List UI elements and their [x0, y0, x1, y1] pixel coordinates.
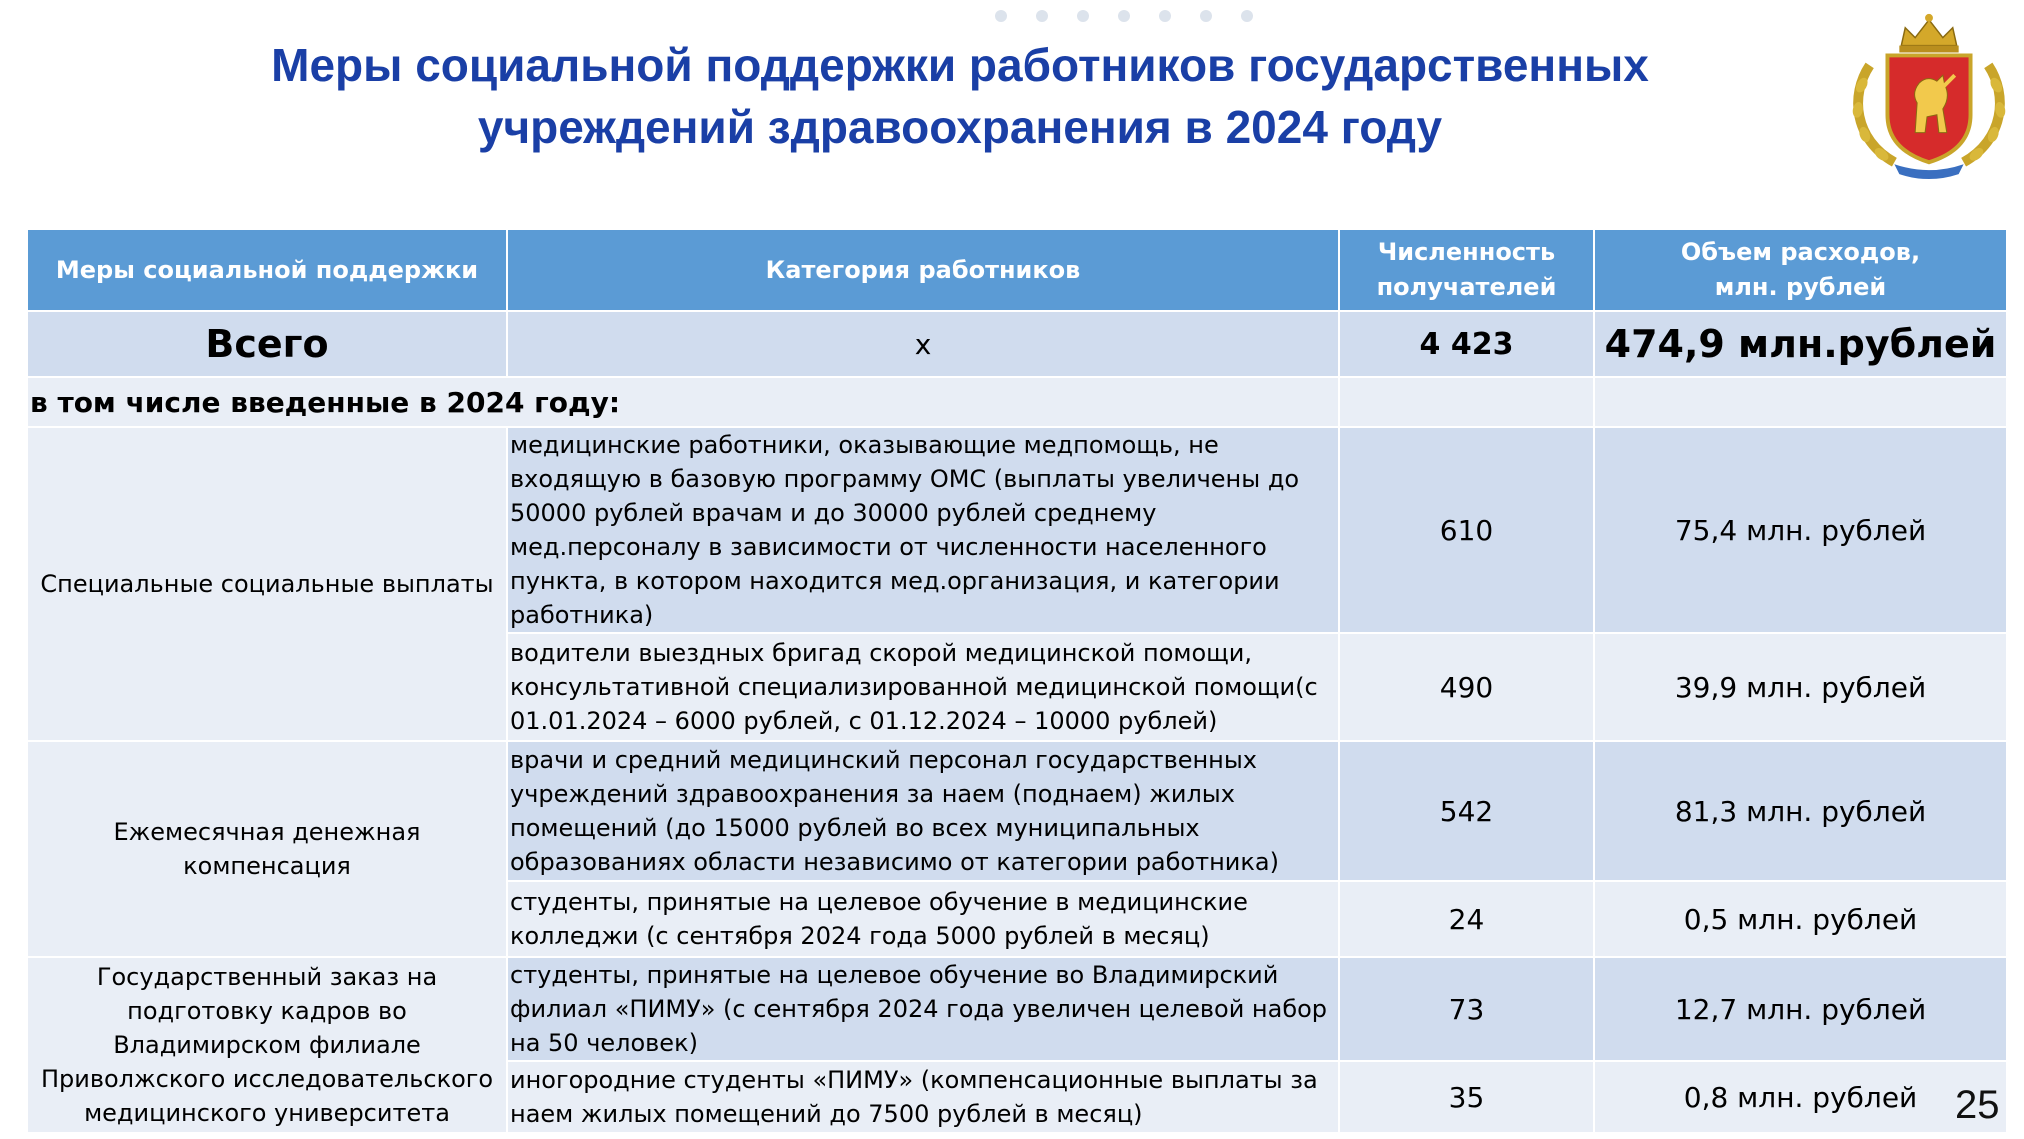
header-expense — [1594, 229, 2007, 311]
section-empty-cell — [1339, 377, 1594, 427]
table-row — [27, 741, 2007, 881]
dot — [1118, 10, 1130, 22]
category-cell: медицинские работники, оказывающие медпомощь, не входящую в базовую программу ОМС (выплаты увеличены до 50000 рублей врачам и до 30000 рублей среднему мед.персоналу в зависимости от численности населенного пункта, в котором находится мед.организация, и категории работника) — [507, 427, 1339, 633]
total-category: х — [507, 311, 1339, 377]
measure-state-order: Государственный заказ на подготовку кадров во Владимирском филиале Приволжского исследовательского медицинского университета — [27, 957, 507, 1133]
dot — [1200, 10, 1212, 22]
page-number: 25 — [1955, 1083, 2000, 1127]
recipients-cell: 542 — [1339, 741, 1594, 881]
header-recipients-line-1: Численность — [1377, 238, 1556, 266]
category-cell: врачи и средний медицинский персонал государственных учреждений здравоохранения за наем (поднаем) жилых помещений (до 15000 рублей во всех муниципальных образованиях области независимо от категории работника) — [507, 741, 1339, 881]
category-cell: студенты, принятые на целевое обучение во Владимирский филиал «ПИМУ» (с сентября 2024 года увеличен целевой набор на 50 человек) — [507, 957, 1339, 1061]
page-title — [150, 34, 1770, 158]
recipients-cell: 610 — [1339, 427, 1594, 633]
section-label: в том числе введенные в 2024 году: — [27, 377, 1339, 427]
table-row — [27, 427, 2007, 633]
header-expense-line-2: млн. рублей — [1714, 273, 1887, 301]
dot — [1159, 10, 1171, 22]
expense-cell: 75,4 млн. рублей — [1594, 427, 2007, 633]
table-row — [27, 957, 2007, 1061]
page-title-line-1: Меры социальной поддержки работников государственных — [271, 39, 1649, 91]
measure-monthly-compensation: Ежемесячная денежная компенсация — [27, 741, 507, 957]
slide-dots-decoration — [995, 10, 1253, 22]
total-row — [27, 311, 2007, 377]
vladimir-coat-of-arms-icon — [1840, 6, 2018, 184]
total-recipients: 4 423 — [1339, 311, 1594, 377]
total-label: Всего — [27, 311, 507, 377]
recipients-cell: 490 — [1339, 633, 1594, 741]
expense-cell: 0,5 млн. рублей — [1594, 881, 2007, 957]
dot — [995, 10, 1007, 22]
category-cell: студенты, принятые на целевое обучение в медицинские колледжи (с сентября 2024 года 5000 рублей в месяц) — [507, 881, 1339, 957]
table-header-row — [27, 229, 2007, 311]
recipients-cell: 24 — [1339, 881, 1594, 957]
header-category: Категория работников — [507, 229, 1339, 311]
dot — [1241, 10, 1253, 22]
page-title-line-2: учреждений здравоохранения в 2024 году — [477, 101, 1443, 153]
category-cell: водители выездных бригад скорой медицинской помощи, консультативной специализированной медицинской помощи(с 01.01.2024 – 6000 рублей, с 01.12.2024 – 10000 рублей) — [507, 633, 1339, 741]
header-measure: Меры социальной поддержки — [27, 229, 507, 311]
category-cell: иногородние студенты «ПИМУ» (компенсационные выплаты за наем жилых помещений до 7500 рублей в месяц) — [507, 1061, 1339, 1133]
recipients-cell: 35 — [1339, 1061, 1594, 1133]
header-recipients-line-2: получателей — [1376, 273, 1557, 301]
expense-cell: 81,3 млн. рублей — [1594, 741, 2007, 881]
dot — [1077, 10, 1089, 22]
recipients-cell: 73 — [1339, 957, 1594, 1061]
header-expense-line-1: Объем расходов, — [1680, 238, 1921, 266]
total-expense: 474,9 млн.рублей — [1594, 311, 2007, 377]
header-recipients — [1339, 229, 1594, 311]
section-row — [27, 377, 2007, 427]
support-measures-table — [26, 228, 2008, 1134]
measure-special-payments: Специальные социальные выплаты — [27, 427, 507, 741]
expense-cell: 12,7 млн. рублей — [1594, 957, 2007, 1061]
dot — [1036, 10, 1048, 22]
expense-cell: 0,8 млн. рублей — [1594, 1061, 2007, 1133]
expense-cell: 39,9 млн. рублей — [1594, 633, 2007, 741]
section-empty-cell — [1594, 377, 2007, 427]
